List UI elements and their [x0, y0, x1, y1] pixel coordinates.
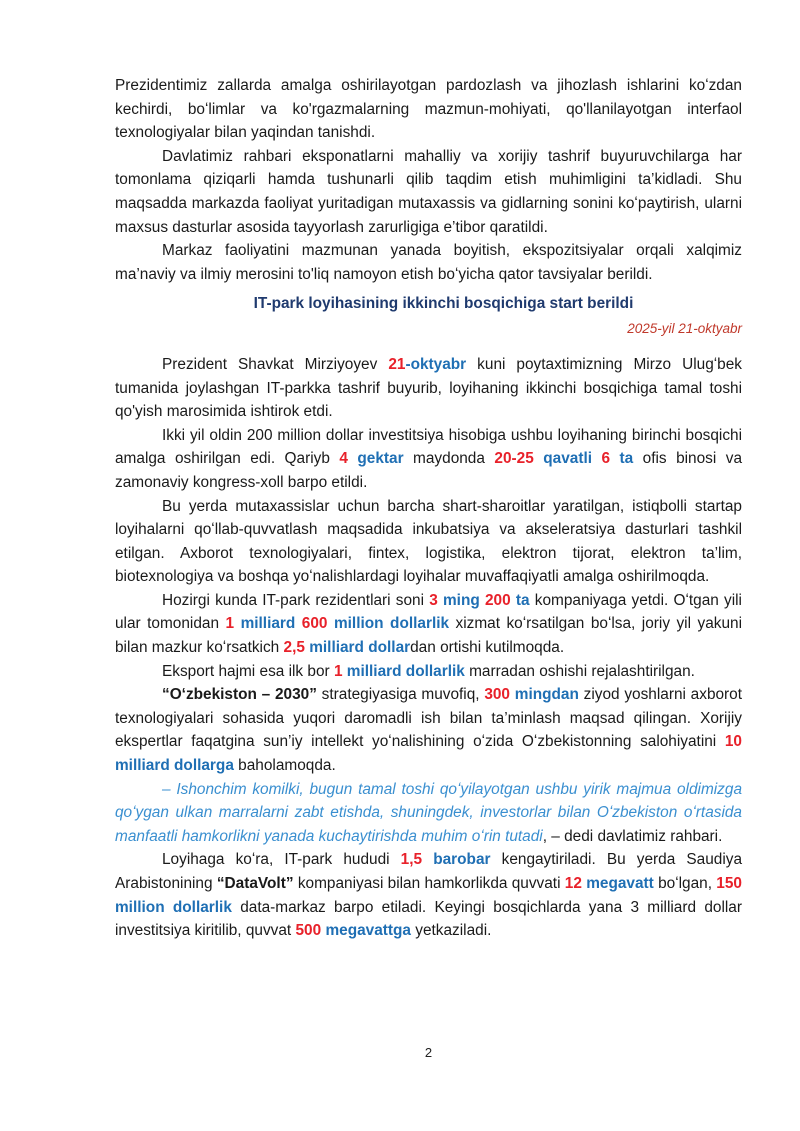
intro-paragraph-2: Davlatimiz rahbari eksponatlarni mahalliy va xorijiy tashrif buyuruvchilarga har tomonlama qiziqarli hamda tushunarli qilib taqdim etish muhimligini ta’kidladi. Shu maqsadda markazda faoliyat yuritadigan mutaxassis va gidlarning sonini koʻpaytirish, ularni maxsus dasturlar asosida tayyorlash zarurligiga e’tibor qaratildi. [115, 147, 742, 236]
intro-paragraph-3: Markaz faoliyatini mazmunan yanada boyitish, ekspozitsiyalar orqali xalqimiz ma’naviy va ilmiy merosini to'liq namoyon etish boʻyicha qator tavsiyalar berildi. [115, 242, 742, 283]
highlight-unit: ta [619, 450, 634, 468]
highlight-number: 20-25 [494, 450, 534, 468]
text-run: baholamoqda. [233, 757, 336, 775]
highlight-unit: milliard dollar [309, 639, 411, 657]
highlight-number: 1 [225, 615, 235, 633]
article-date: 2025-yil 21-oktyabr [627, 320, 742, 336]
highlight-number: 3 [429, 591, 438, 609]
intro-paragraph-1: Prezidentimiz zallarda amalga oshirilayotgan pardozlash va jihozlash ishlarini koʻzdan kechirdi, boʻlimlar va ko'rgazmalarning mazmun-mohiyati, qo'llanilayotgan interfaol texnologiyalar bilan yaqindan tanishdi. [115, 77, 742, 142]
text-run: ziyod yoshlarni axborot texnologiyalari sohasida yuqori daromadli ish bilan ta’minlash maqsad qilingan. Xorijiy ekspertlar faqatgina sun’iy intellekt yoʻnalishining oʻzida Oʻzbekistonning salohiyatini [115, 686, 743, 751]
highlight-unit: million dollarlik [115, 898, 232, 916]
text-run: data-markaz barpo etiladi. Keyingi bosqichlarda yana 3 milliard dollar investitsiya kiritilib, quvvat [115, 898, 742, 940]
highlight-unit: qavatli [543, 450, 593, 468]
article-paragraph-5 [115, 660, 742, 684]
highlight-number: 600 [301, 615, 328, 633]
text-run: boʻlgan, [653, 875, 717, 892]
text-run: kompaniyasi bilan hamkorlikda quvvati [293, 875, 565, 892]
text-run: kengaytiriladi. Bu yerda Saudiya Arabistonining [115, 851, 743, 892]
highlight-number: 10 [724, 733, 742, 751]
highlight-unit: oktyabr [410, 355, 467, 373]
highlight-number: 2,5 [283, 639, 305, 657]
highlight-unit: milliard dollarlik [346, 662, 465, 680]
text-run: kompaniyaga yetdi. Oʻtgan yili ular tomonidan [115, 591, 742, 633]
article-paragraph-8 [115, 848, 742, 942]
highlight-number: 12 [564, 875, 582, 892]
highlight-unit: million dollarlik [333, 615, 450, 633]
text-run: marradan oshishi rejalashtirilgan. [464, 662, 695, 680]
highlight-number: 21 [388, 355, 406, 373]
text-run: Eksport hajmi esa ilk bor [162, 662, 334, 680]
highlight-number: 150 [716, 875, 742, 892]
highlight-number: 200 [484, 591, 511, 609]
highlight-number: 1,5 [400, 851, 423, 869]
highlight-unit: barobar [433, 851, 491, 869]
highlight-number: 300 [484, 686, 510, 704]
text-run: yetkaziladi. [411, 922, 492, 940]
text-run: ofis binosi va zamonaviy kongress-xoll barpo etildi. [115, 450, 743, 491]
article-paragraph-7 [115, 778, 742, 849]
highlight-unit: megavatt [586, 875, 654, 892]
strategy-name: “Oʻzbekiston – 2030” [162, 686, 317, 704]
highlight-unit: ming [443, 591, 480, 609]
highlight-unit: ta [515, 591, 530, 609]
president-quote: – Ishonchim komilki, bugun tamal toshi qoʻyilayotgan ushbu yirik majmua oldimizga qoʻygan ulkan marralarni zabt etishda, shuningdek, investorlar bilan Oʻzbekiston oʻrtasida manfaatli hamkorlikni yanada kuchaytirishda muhim oʻrin tutadi [115, 780, 742, 845]
text-run: Hozirgi kunda IT-park rezidentlari soni [162, 591, 430, 609]
article-paragraph-4 [115, 589, 742, 660]
text-run: strategiyasiga muvofiq, [316, 686, 485, 704]
article-paragraph-3: Bu yerda mutaxassislar uchun barcha shart-sharoitlar yaratilgan, istiqbolli startap loyihalarni qoʻllab-quvvatlash maqsadida inkubatsiya va akseleratsiya dasturlari tashkil etilgan. Axborot texnologiyalari, fintex, logistika, elektron tijorat, elektron ta’lim, biotexnologiya va boshqa yoʻnalishlardagi loyihalar muvaffaqiyatli amalga oshirilmoqda. [115, 497, 742, 586]
highlight-unit: gektar [357, 450, 404, 468]
highlight-number: 6 [601, 450, 611, 468]
text-run: maydonda [403, 450, 495, 468]
highlight-number: 1 [333, 662, 343, 680]
article-paragraph-2 [115, 424, 742, 495]
article-paragraph-6 [115, 683, 742, 777]
page-number: 2 [424, 1045, 433, 1060]
text-run: xizmat koʻrsatilgan boʻlsa, joriy yil yakuni bilan mazkur koʻrsatkich [115, 615, 742, 657]
text-run: Prezident Shavkat Mirziyoyev [162, 355, 389, 373]
text-run: Loyihaga koʻra, IT-park hududi [162, 851, 401, 869]
highlight-unit: megavattga [325, 922, 411, 940]
text-run: dan ortishi kutilmoqda. [410, 639, 565, 657]
company-name: “DataVolt” [216, 875, 294, 892]
highlight-dash: - [405, 355, 411, 373]
article-title: IT-park loyihasining ikkinchi bosqichiga start berildi [253, 295, 634, 313]
text-run: Ikki yil oldin 200 million dollar investitsiya hisobiga ushbu loyihaning birinchi bosqichi amalga oshirilgan edi. Qariyb [115, 426, 742, 468]
highlight-number: 4 [339, 450, 348, 468]
highlight-unit: milliard dollarga [115, 757, 234, 775]
highlight-unit: mingdan [514, 686, 579, 704]
text-run: , – dedi davlatimiz rahbari. [542, 827, 723, 845]
highlight-number: 500 [295, 922, 322, 940]
highlight-unit: milliard [240, 615, 296, 633]
article-paragraph-1 [115, 353, 742, 424]
text-run: kuni poytaxtimizning Mirzo Ulugʻbek tumanida joylashgan IT-parkka tashrif buyurib, loyihaning ikkinchi bosqichiga tamal toshi qo'yish marosimida ishtirok etdi. [115, 355, 742, 421]
